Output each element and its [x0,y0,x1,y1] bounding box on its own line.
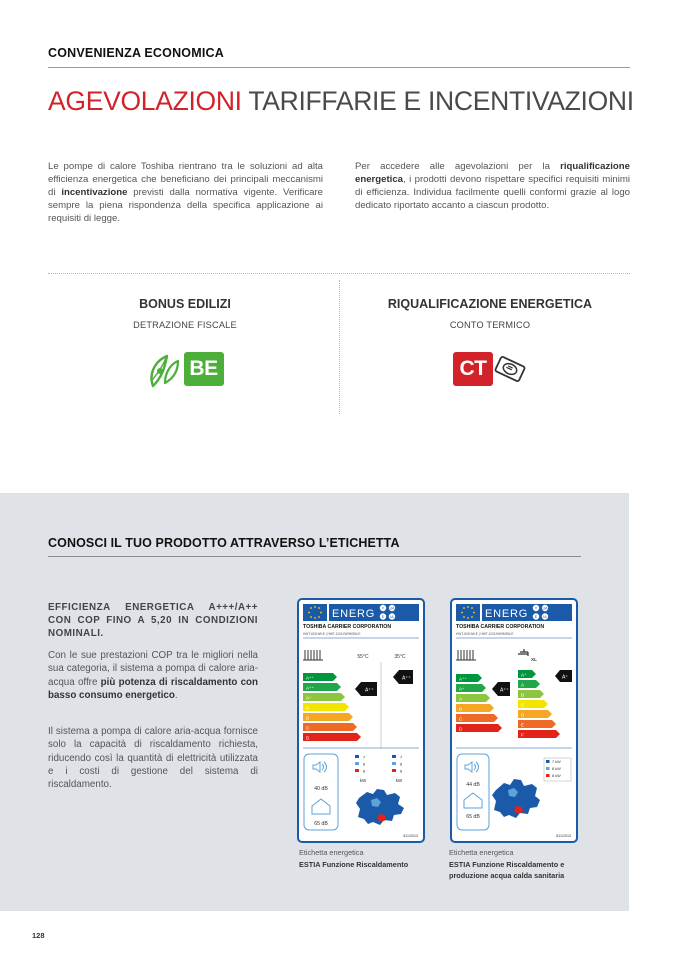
incentive-riqualificazione [345,297,635,390]
label-caption-heating-dhw: Etichetta energetica ESTIA Funzione Riscaldamento e produzione acqua calda sanitaria [449,848,565,880]
incentive-subtitle: CONTO TERMICO [449,320,531,330]
svg-text:35°C: 35°C [394,654,406,660]
svg-text:B: B [459,706,463,712]
svg-text:A⁺: A⁺ [562,674,568,681]
sound-indoor: 44 dB [466,782,480,788]
svg-text:D: D [521,712,525,718]
svg-text:A⁺⁺: A⁺⁺ [306,685,314,691]
svg-text:A⁺⁺: A⁺⁺ [365,687,374,694]
sound-outdoor: 65 dB [314,821,328,827]
incentive-title: BONUS EDILIZI [139,297,231,311]
svg-text:7: 7 [400,754,403,760]
house-icon [312,799,330,814]
svg-text:XL: XL [531,657,537,662]
energy-label-heating [297,598,425,843]
sound-outdoor: 65 dB [466,814,480,820]
leaf-icon [147,350,181,388]
incentive-bonus-edilizi [40,297,330,390]
efficiency-paragraph: Con le sue prestazioni COP tra le migliori nella sua categoria, il sistema a pompa di calore aria-acqua offre più potenza di riscaldamento con basso consumo energetico. [48,650,258,701]
climate-zone-legend [544,758,571,781]
label-caption-heating: Etichetta energetica ESTIA Funzione Riscaldamento [299,848,409,869]
svg-text:55°C: 55°C [357,654,369,660]
section-kicker: CONVENIENZA ECONOMICA [48,46,224,60]
intro-paragraph-left: Le pompe di calore Toshiba rientrano tra le soluzioni ad alta efficienza energetica che beneficiano dei principali meccanismi di incentivazione previsti dalla normativa vigente. Verificare sempre la piena rispondenza della specifica applicazione ai requisiti di legge. [48,161,323,225]
energ-word: ENERG [332,608,376,620]
svg-text:UA: UA [389,606,395,611]
tap-icon [518,649,528,656]
svg-text:7 kW: 7 kW [552,760,561,764]
svg-text:8 kW: 8 kW [552,767,561,771]
brand-name: TOSHIBA CARRIER CORPORATION [456,624,545,630]
brand-name: TOSHIBA CARRIER CORPORATION [303,624,392,630]
svg-text:C: C [306,725,310,731]
efficiency-heading: EFFICIENZA ENERGETICA A+++/A++ CON COP FINO A 5,20 IN CONDIZIONI NOMINALI. [48,602,258,640]
divider [48,67,630,68]
svg-text:Y: Y [381,606,385,611]
regulation-code: 811/2013 [403,834,418,838]
svg-text:7: 7 [363,754,366,760]
radiator-icon [456,650,476,660]
incentive-title: RIQUALIFICAZIONE ENERGETICA [387,297,593,311]
heating-class-scale [456,674,502,732]
efficiency-paragraph-2: Il sistema a pompa di calore aria-acqua fornisce solo la capacità di riscaldamento richiesta, riducendo così la quantità di elettricità utilizzata e i costi di gestione del sistema di riscaldamento. [48,726,258,791]
dotted-vertical-divider [339,280,340,414]
house-icon [464,793,482,808]
svg-text:8: 8 [363,768,366,774]
svg-text:A: A [459,696,463,702]
svg-text:IA: IA [390,614,394,619]
svg-text:A⁺: A⁺ [459,686,465,692]
dhw-class-scale [518,670,560,738]
sound-indoor: 40 dB [314,786,328,792]
be-logo [40,348,330,390]
be-badge: BE [184,352,224,386]
svg-text:D: D [306,735,310,741]
energy-label-heating-dhw [450,598,578,843]
svg-text:C: C [459,716,463,722]
svg-text:A⁺⁺: A⁺⁺ [306,675,314,681]
svg-text:A⁺⁺: A⁺⁺ [500,687,509,694]
divider [48,556,581,557]
ct-badge: CT [453,352,493,386]
svg-text:A⁺: A⁺ [521,672,527,678]
svg-text:D: D [459,726,463,732]
svg-text:8: 8 [400,761,403,767]
intro-paragraph-right: Per accedere alle agevolazioni per la riqualificazione energetica, i prodotti devono rispettare specifici requisiti minimi di efficienza. Individua facilmente quelli conformi grazie al logo dedicato riportato accanto a ciascun prodotto. [355,161,630,212]
radiator-icon [303,650,323,660]
svg-text:A: A [521,682,525,688]
svg-text:A: A [306,705,310,711]
svg-text:B: B [306,715,310,721]
svg-text:E: E [534,614,538,619]
regulation-code: 811/2013 [556,834,571,838]
svg-text:B: B [521,692,525,698]
energ-word: ENERG [485,608,529,620]
europe-map-icon [356,789,404,825]
svg-text:8 kW: 8 kW [552,774,561,778]
ct-logo [345,348,635,390]
euro-note-icon [493,352,527,386]
energy-class-scale [303,673,361,741]
speaker-icon [465,762,479,772]
section-title: CONOSCI IL TUO PRODOTTO ATTRAVERSO L’ETICHETTA [48,536,400,550]
svg-text:E: E [521,722,525,728]
page-title-highlight: AGEVOLAZIONI [48,86,242,116]
svg-text:E: E [381,614,385,619]
model-code: HWT-601HW-E | HWT-1101XWHM3W-E [456,632,514,636]
svg-text:IA: IA [543,614,547,619]
svg-text:Y: Y [534,606,538,611]
svg-text:UA: UA [542,606,548,611]
page-number: 128 [32,931,45,940]
climate-zone-legend [355,755,403,784]
svg-text:C: C [521,702,525,708]
svg-text:8: 8 [363,761,366,767]
page-title [48,86,634,117]
svg-text:kW: kW [395,778,403,783]
svg-text:8: 8 [400,768,403,774]
speaker-icon [313,762,327,772]
svg-text:A⁺⁺: A⁺⁺ [402,675,411,682]
svg-text:A⁺: A⁺ [306,695,312,701]
page-title-rest: TARIFFARIE E INCENTIVAZIONI [248,86,634,116]
svg-text:kW: kW [359,778,367,783]
svg-text:F: F [521,732,524,738]
model-code: HWT-601HW-E | HWT-1101XWHM3W-E [303,632,361,636]
incentive-subtitle: DETRAZIONE FISCALE [133,320,237,330]
dotted-divider [48,273,630,274]
europe-map-icon [492,779,540,818]
svg-text:A⁺⁺: A⁺⁺ [459,676,467,682]
